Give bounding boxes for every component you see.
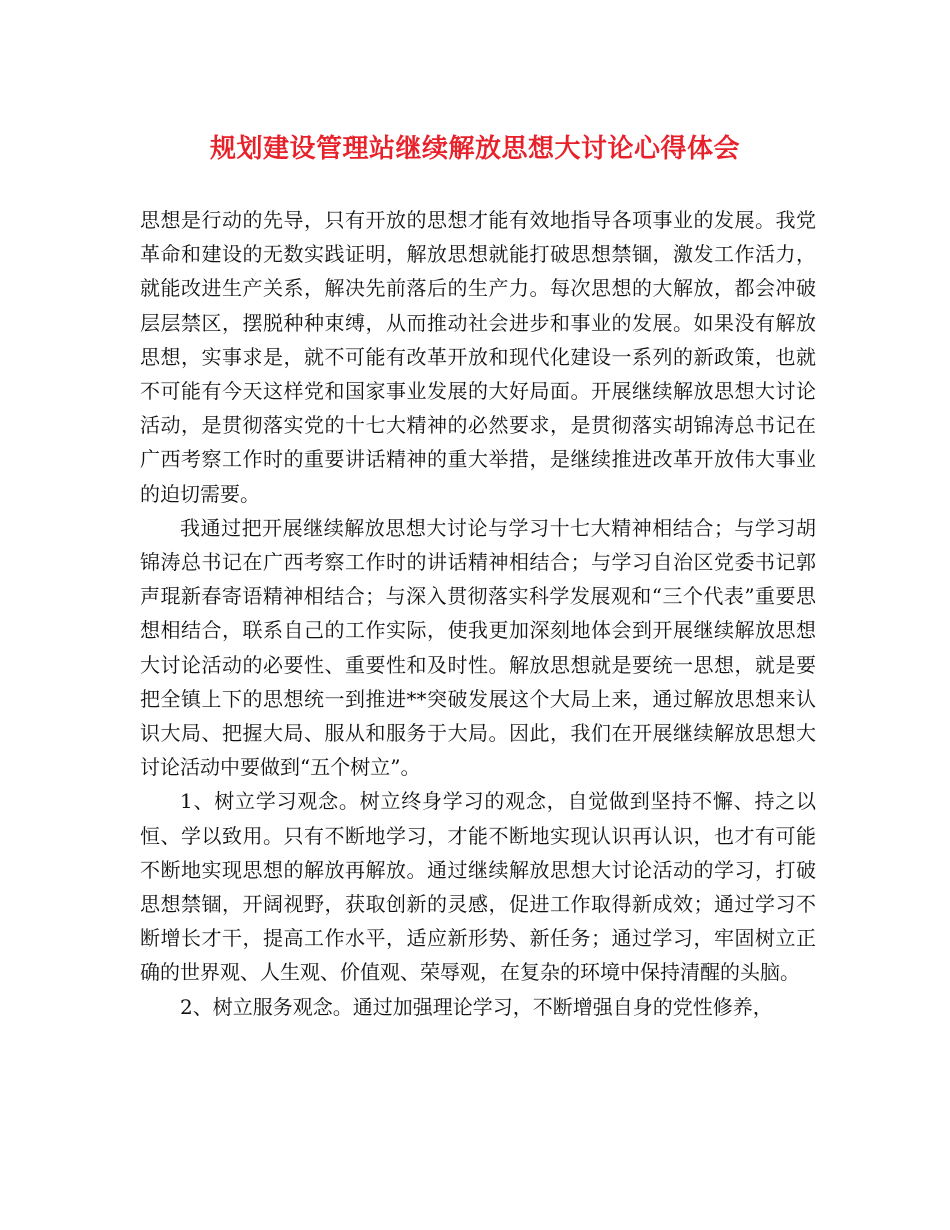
- paragraph-1: 思想是行动的先导，只有开放的思想才能有效地指导各项事业的发展。我党革命和建设的无数实践证明，解放思想就能打破思想禁锢，激发工作活力，就能改进生产关系，解决先前落后的生产力。每次思想的大解放，都会冲破层层禁区，摆脱种种束缚，从而推动社会进步和事业的发展。如果没有解放思想，实事求是，就不可能有改革开放和现代化建设一系列的新政策，也就不可能有今天这样党和国家事业发展的大好局面。开展继续解放思想大讨论活动，是贯彻落实党的十七大精神的必然要求，是贯彻落实胡锦涛总书记在广西考察工作时的重要讲话精神的重大举措，是继续推进改革开放伟大事业的迫切需要。: [140, 208, 816, 506]
- document-body: [140, 203, 816, 1024]
- paragraph-4: 2、树立服务观念。通过加强理论学习，不断增强自身的党性修养，: [180, 994, 773, 1019]
- paragraph-3: 1、树立学习观念。树立终身学习的观念，自觉做到坚持不懈、持之以恒、学以致用。只有不断地学习，才能不断地实现认识再认识，也才有可能不断地实现思想的解放再解放。通过继续解放思想大讨论活动的学习，打破思想禁锢，开阔视野，获取创新的灵感，促进工作取得新成效；通过学习不断增长才干，提高工作水平，适应新形势、新任务；通过学习，牢固树立正确的世界观、人生观、价值观、荣辱观，在复杂的环境中保持清醒的头脑。: [140, 789, 816, 985]
- paragraph-2: 我通过把开展继续解放思想大讨论与学习十七大精神相结合；与学习胡锦涛总书记在广西考察工作时的讲话精神相结合；与学习自治区党委书记郭声琨新春寄语精神相结合；与深入贯彻落实科学发展观和“三个代表”重要思想相结合，联系自己的工作实际，使我更加深刻地体会到开展继续解放思想大讨论活动的必要性、重要性和及时性。解放思想就是要统一思想，就是要把全镇上下的思想统一到推进**突破发展这个大局上来，通过解放思想来认识大局、把握大局、服从和服务于大局。因此，我们在开展继续解放思想大讨论活动中要做到“五个树立”。: [140, 515, 816, 780]
- document-title: 规划建设管理站继续解放思想大讨论心得体会: [209, 134, 740, 164]
